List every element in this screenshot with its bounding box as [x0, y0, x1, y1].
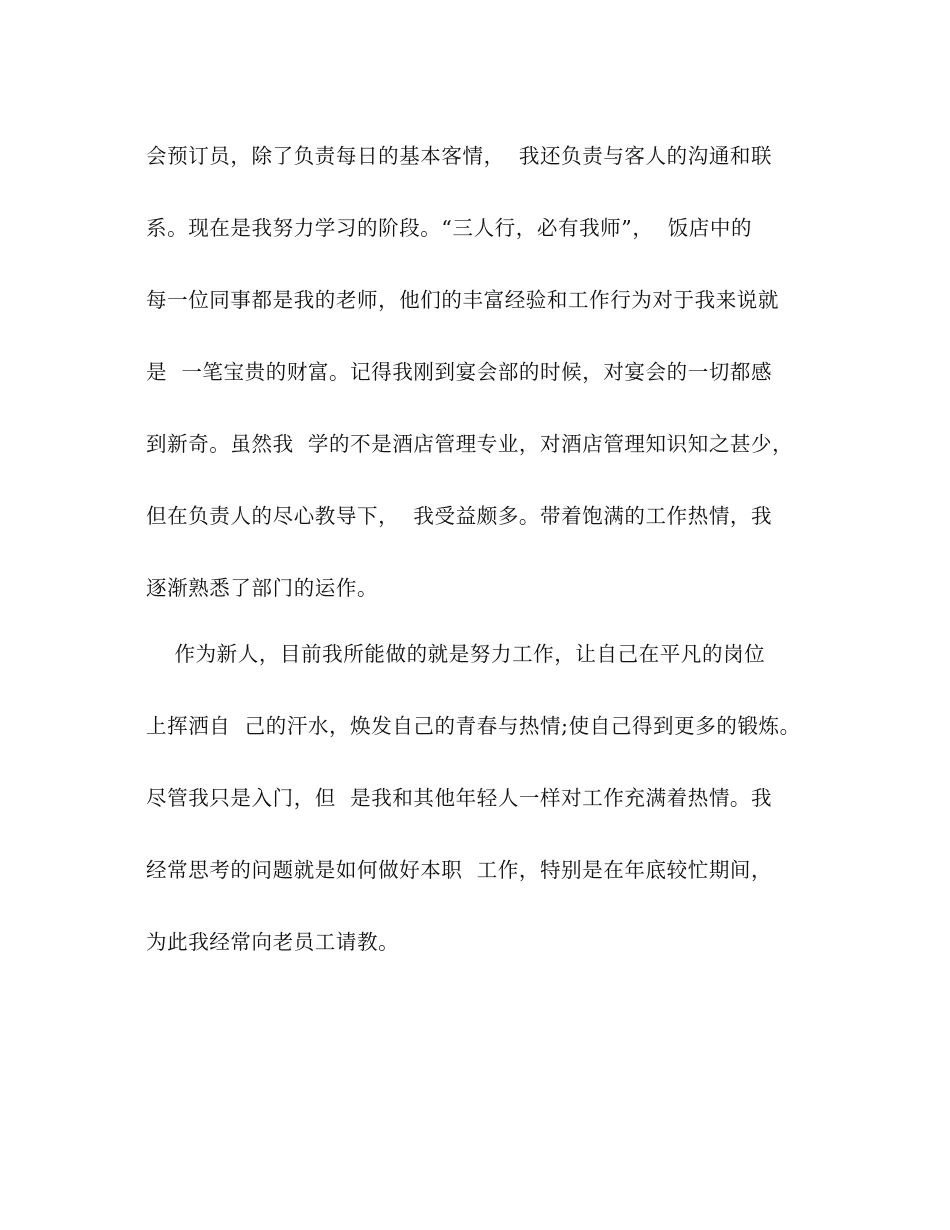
paragraph-1-line-5: 到新奇。虽然我 学的不是酒店管理专业，对酒店管理知识知之甚少，: [146, 432, 794, 456]
paragraph-1-line-4: 是 一笔宝贵的财富。记得我刚到宴会部的时候，对宴会的一切都感: [146, 360, 773, 384]
paragraph-1-line-2: 系。现在是我努力学习的阶段。“三人行，必有我师”， 饭店中的: [146, 216, 753, 240]
paragraph-2-line-1: 作为新人，目前我所能做的就是努力工作，让自己在平凡的岗位: [146, 642, 766, 666]
paragraph-1-line-1: 会预订员，除了负责每日的基本客情， 我还负责与客人的沟通和联: [146, 144, 773, 168]
paragraph-1-line-7: 逐渐熟悉了部门的运作。: [146, 576, 379, 600]
paragraph-2-line-4: 经常思考的问题就是如何做好本职 工作，特别是在年底较忙期间，: [146, 858, 773, 882]
paragraph-1-line-6: 但在负责人的尽心教导下， 我受益颇多。带着饱满的工作热情，我: [146, 504, 773, 528]
paragraph-2-line-2: 上挥洒自 己的汗水，焕发自己的青春与热情;使自己得到更多的锻炼。: [146, 714, 801, 738]
paragraph-2-line-5: 为此我经常向老员工请教。: [146, 930, 400, 954]
paragraph-1-line-3: 每一位同事都是我的老师，他们的丰富经验和工作行为对于我来说就: [146, 288, 779, 312]
paragraph-2-line-3: 尽管我只是入门，但 是我和其他年轻人一样对工作充满着热情。我: [146, 786, 773, 810]
